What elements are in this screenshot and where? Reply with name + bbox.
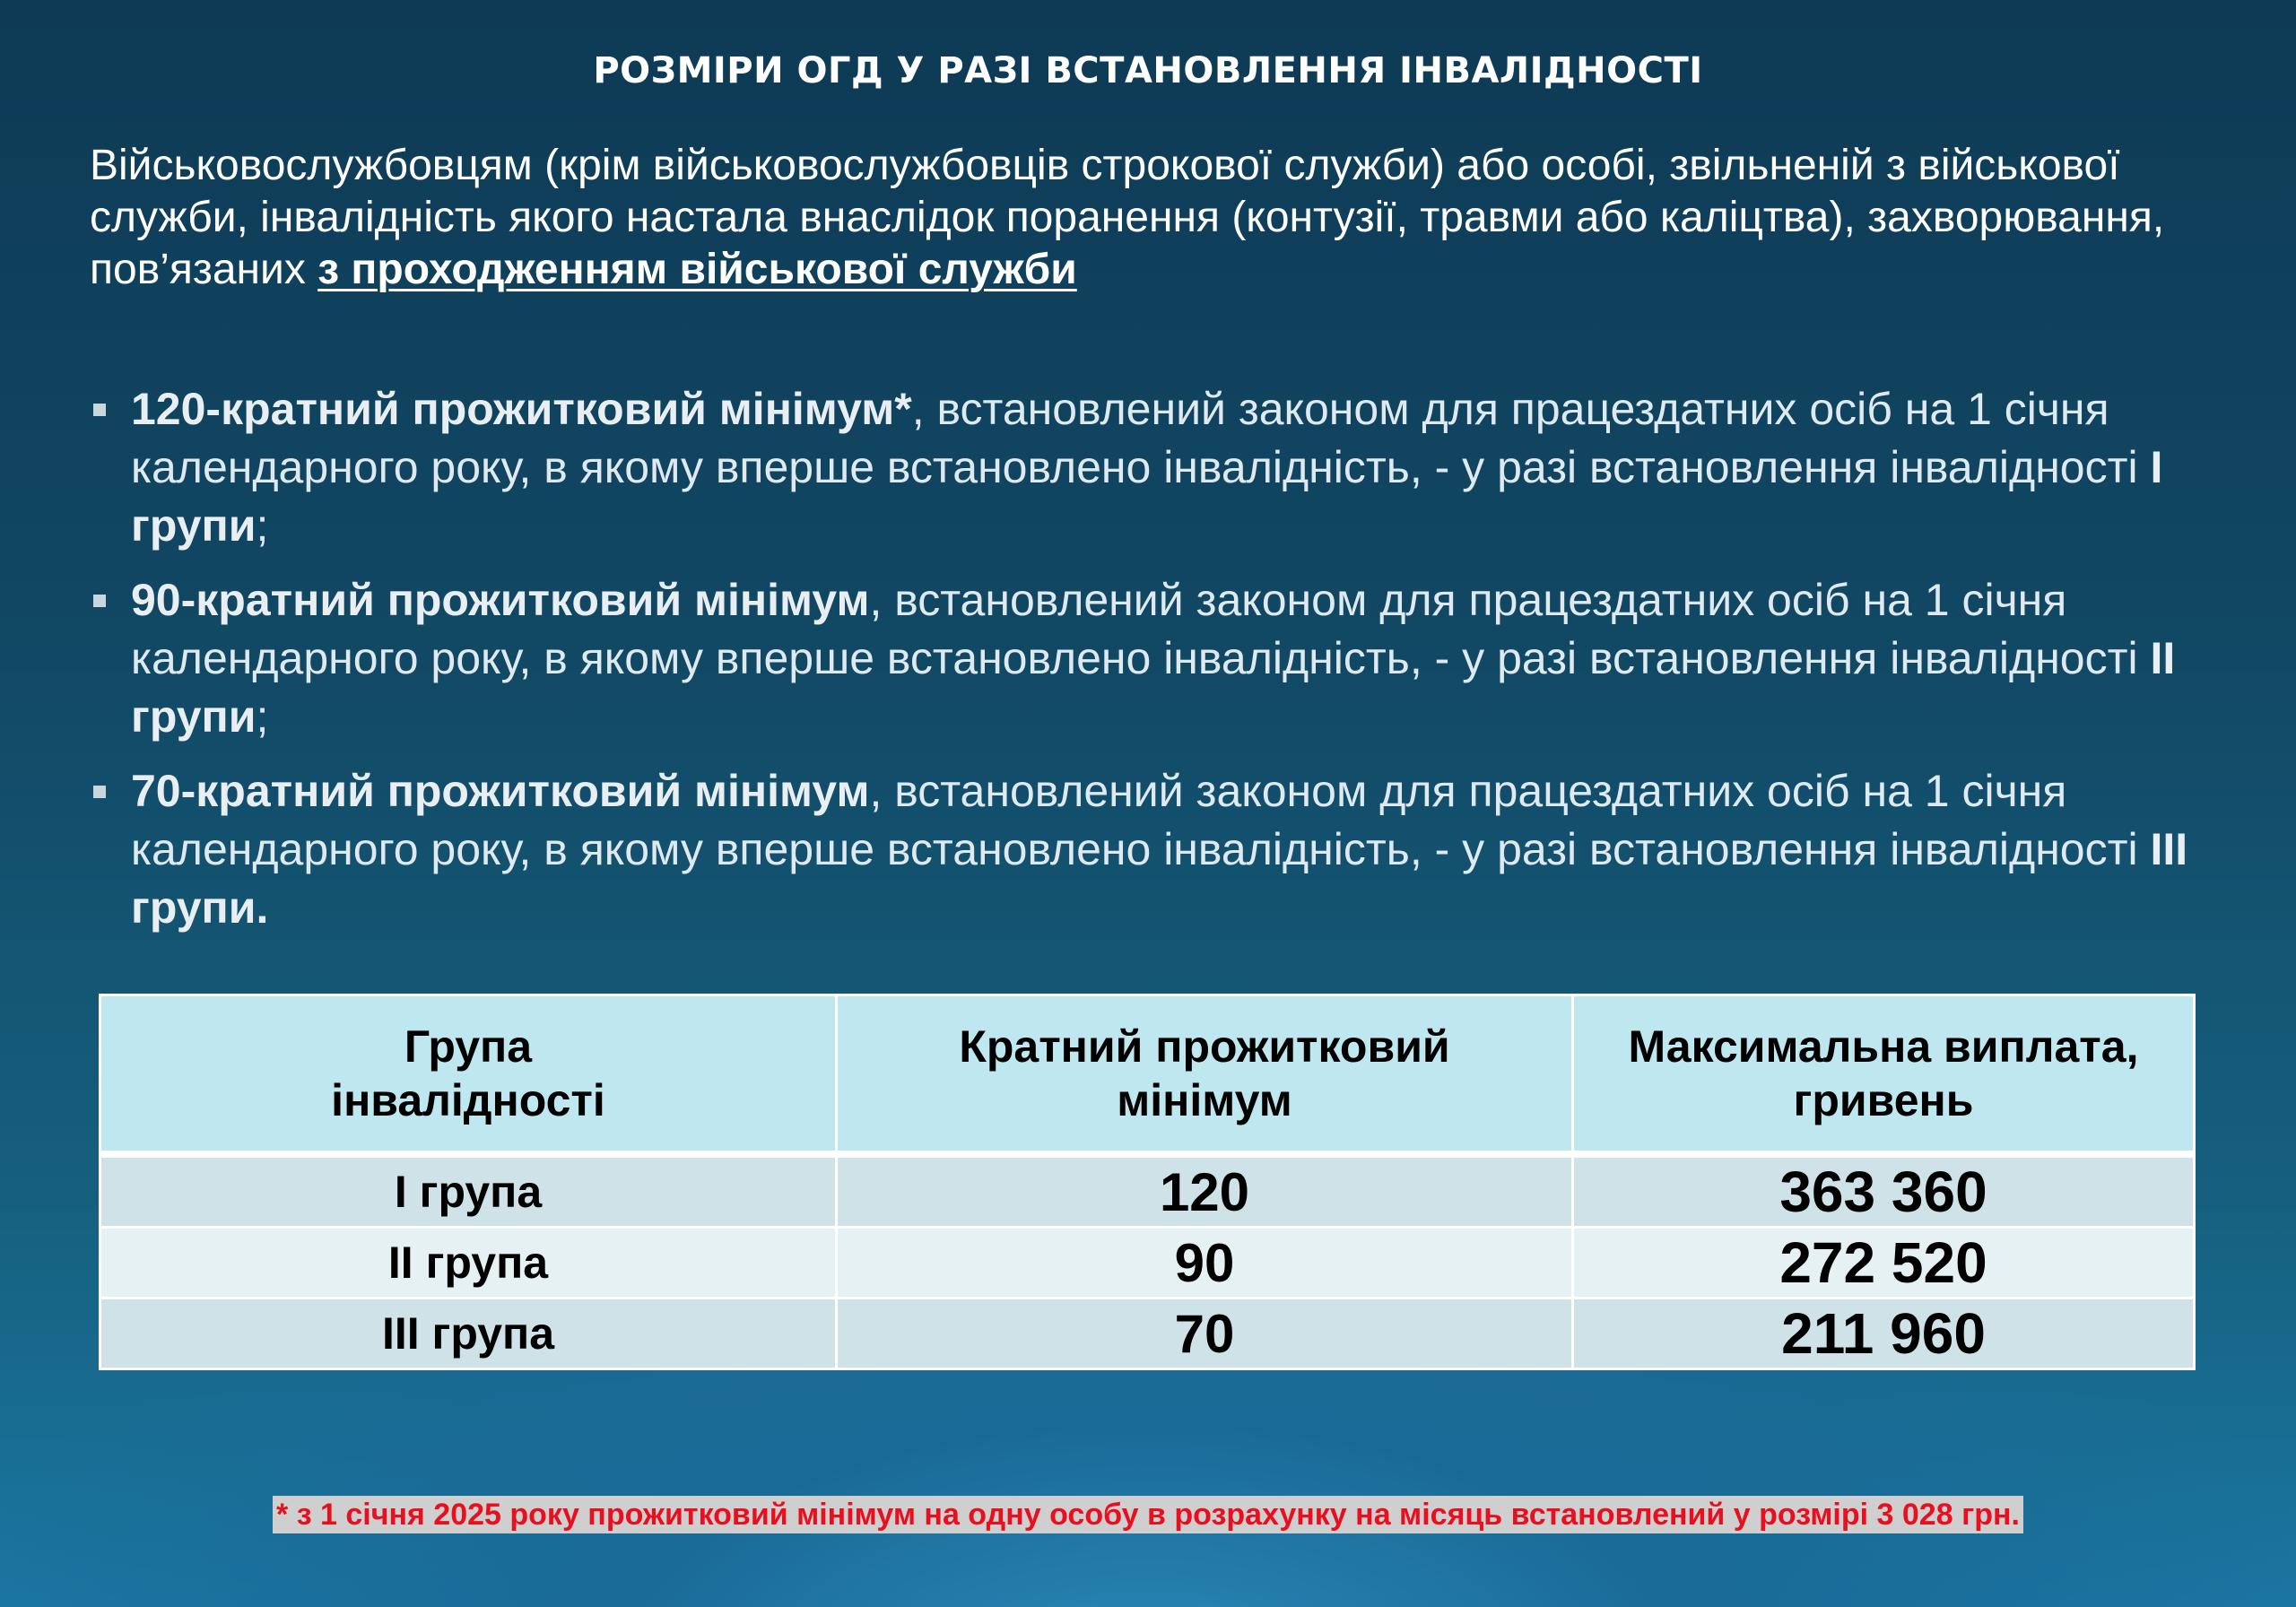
bullet-group: III групи. xyxy=(131,824,2188,933)
list-item xyxy=(90,571,2206,746)
table-row xyxy=(100,1228,2195,1299)
bullet-end: ; xyxy=(256,500,269,551)
intro-text: Військовослужбовцям (крім військовослужбовців строкової служби) або особі, звільненій з військової служби, інвалідність якого настала внаслідок поранення (контузії, травми або каліцтва), захворювання, пов’язаних xyxy=(90,142,2165,293)
cell-payment: 363 360 xyxy=(1573,1154,2195,1228)
square-bullet-icon xyxy=(93,595,106,607)
bullet-text: , встановлений законом для працездатних осіб на 1 січня календарного року, в якому вперше встановлено інвалідність, - у разі встановлення інвалідності xyxy=(131,575,2151,683)
square-bullet-icon xyxy=(93,786,106,798)
bullet-end: ; xyxy=(256,691,269,742)
bullet-list xyxy=(90,380,2206,953)
bullet-group: II групи xyxy=(131,633,2176,742)
square-bullet-icon xyxy=(93,404,106,416)
intro-underlined-text: з проходженням військової служби xyxy=(317,246,1077,293)
bullet-text: , встановлений законом для працездатних осіб на 1 січня календарного року, в якому вперше встановлено інвалідність, - у разі встановлення інвалідності xyxy=(131,384,2151,492)
header-multiplier: Кратний прожитковий мінімум xyxy=(837,995,1573,1155)
table-header-row xyxy=(100,995,2195,1155)
list-item xyxy=(90,380,2206,555)
bullet-text: , встановлений законом для працездатних осіб на 1 січня календарного року, в якому вперше встановлено інвалідність, - у разі встановлення інвалідності xyxy=(131,766,2151,874)
cell-payment: 272 520 xyxy=(1573,1228,2195,1299)
cell-group: I група xyxy=(100,1154,837,1228)
page-title: РОЗМІРИ ОГД У РАЗІ ВСТАНОВЛЕННЯ ІНВАЛІДНОСТІ xyxy=(593,50,1703,91)
header-disability-group: Група інвалідності xyxy=(100,995,837,1155)
bullet-bold-text: 70-кратний прожитковий мінімум xyxy=(131,766,870,816)
table-row xyxy=(100,1154,2195,1228)
cell-multiplier: 90 xyxy=(837,1228,1573,1299)
bullet-bold-text: 120-кратний прожитковий мінімум* xyxy=(131,384,912,434)
bullet-bold-text: 90-кратний прожитковий мінімум xyxy=(131,575,870,625)
cell-multiplier: 70 xyxy=(837,1299,1573,1369)
bullet-group: I групи xyxy=(131,442,2163,551)
payments-table xyxy=(99,994,2196,1370)
cell-group: III група xyxy=(100,1299,837,1369)
footnote xyxy=(0,1496,2296,1533)
header-max-payment: Максимальна виплата, гривень xyxy=(1573,995,2195,1155)
cell-multiplier: 120 xyxy=(837,1154,1573,1228)
cell-group: II група xyxy=(100,1228,837,1299)
table-row xyxy=(100,1299,2195,1369)
cell-payment: 211 960 xyxy=(1573,1299,2195,1369)
list-item xyxy=(90,762,2206,937)
intro-paragraph xyxy=(90,140,2242,296)
footnote-text: * з 1 січня 2025 року прожитковий мінімум на одну особу в розрахунку на місяць встановлений у розмірі 3 028 грн. xyxy=(273,1496,2023,1533)
